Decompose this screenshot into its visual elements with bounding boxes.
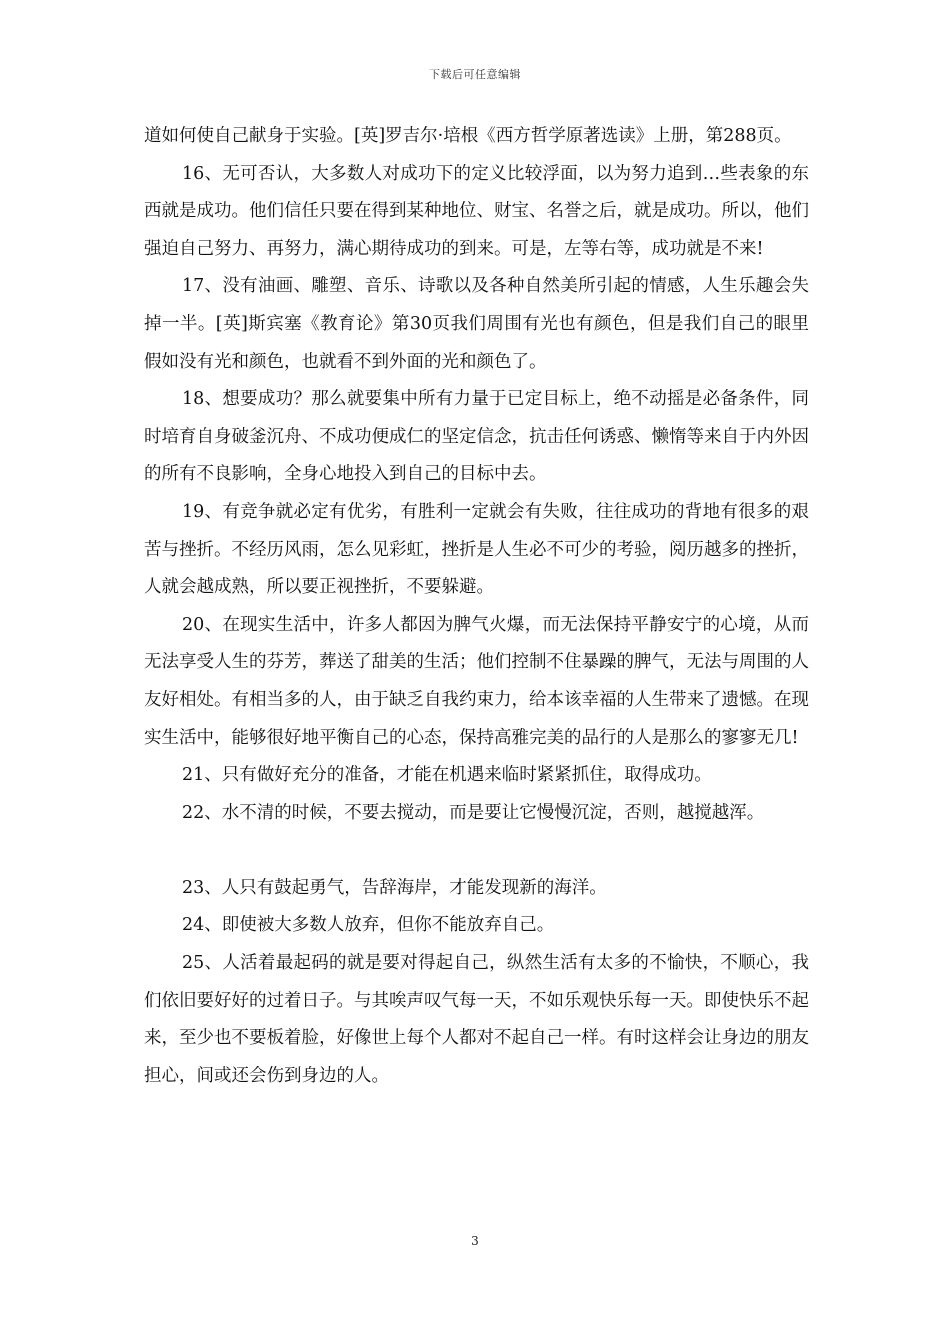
paragraph-continuation: 道如何使自己献身于实验。[英]罗吉尔·培根《西方哲学原著选读》上册，第288页。 bbox=[144, 126, 792, 146]
blank-line bbox=[144, 832, 809, 870]
page-number: 3 bbox=[471, 1234, 479, 1248]
paragraph-18: 18、想要成功？那么就要集中所有力量于已定目标上，绝不动摇是必备条件，同时培育自身破釜沉舟、不成功便成仁的坚定信念，抗击任何诱惑、懒惰等来自于内外因的所有不良影响，全身心地投入到自己的目标中去。 bbox=[144, 389, 809, 485]
paragraph-16: 16、无可否认，大多数人对成功下的定义比较浮面，以为努力追到…些表象的东西就是成功。他们信任只要在得到某种地位、财宝、名誉之后，就是成功。所以，他们强迫自己努力、再努力，满心期待成功的到来。可是，左等右等，成功就是不来! bbox=[144, 163, 809, 259]
paragraph-22: 22、水不清的时候，不要去搅动，而是要让它慢慢沉淀，否则，越搅越浑。 bbox=[182, 802, 765, 823]
paragraph-25: 25、人活着最起码的就是要对得起自己，纵然生活有太多的不愉快，不顺心，我们依旧要好好的过着日子。与其唉声叹气每一天，不如乐观快乐每一天。即使快乐不起来，至少也不要板着脸，好像世上每个人都对不起自己一样。有时这样会让身边的朋友担心，间或还会伤到身边的人。 bbox=[144, 953, 809, 1086]
paragraph-21: 21、只有做好充分的准备，才能在机遇来临时紧紧抓住，取得成功。 bbox=[182, 765, 712, 786]
paragraph-17: 17、没有油画、雕塑、音乐、诗歌以及各种自然美所引起的情感，人生乐趣会失掉一半。[英]斯宾塞《教育论》第30页我们周围有光也有颜色，但是我们自己的眼里假如没有光和颜色，也就看不到外面的光和颜色了。 bbox=[144, 276, 809, 372]
paragraph-23: 23、人只有鼓起勇气，告辞海岸，才能发现新的海洋。 bbox=[182, 877, 607, 898]
paragraph-20: 20、在现实生活中，许多人都因为脾气火爆，而无法保持平静安宁的心境，从而无法享受人生的芬芳，葬送了甜美的生活；他们控制不住暴躁的脾气，无法与周围的人友好相处。有相当多的人，由于缺乏自我约束力，给本该幸福的人生带来了遗憾。在现实生活中，能够很好地平衡自己的心态，保持高雅完美的品行的人是那么的寥寥无几! bbox=[144, 614, 809, 748]
page-header: 下载后可任意编辑 bbox=[429, 68, 521, 81]
paragraph-24: 24、即使被大多数人放弃，但你不能放弃自己。 bbox=[182, 915, 555, 936]
document-body bbox=[144, 118, 809, 1095]
paragraph-19: 19、有竞争就必定有优劣，有胜利一定就会有失败，往往成功的背地有很多的艰苦与挫折。不经历风雨，怎么见彩虹，挫折是人生必不可少的考验，阅历越多的挫折，人就会越成熟，所以要正视挫折，不要躲避。 bbox=[144, 501, 809, 598]
